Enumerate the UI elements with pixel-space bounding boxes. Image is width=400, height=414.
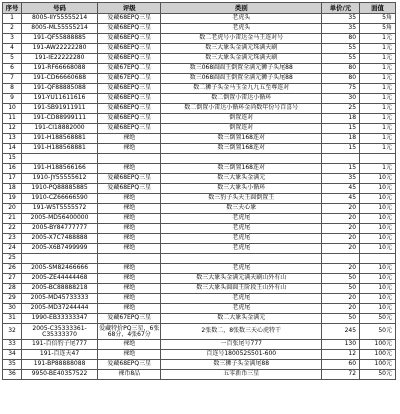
- cell-price[interactable]: 20: [322, 304, 360, 314]
- cell-price[interactable]: 35: [322, 24, 360, 34]
- cell-code[interactable]: 1910-JY55555612: [22, 174, 98, 184]
- cell-grade[interactable]: 裸绝: [98, 144, 161, 154]
- banknote-table: [2, 2, 396, 380]
- table-row: [3, 314, 396, 324]
- cell-price[interactable]: 80: [322, 34, 360, 44]
- cell-face[interactable]: 10元: [360, 184, 396, 194]
- cell-code[interactable]: 1910-CZ66666590: [22, 194, 98, 204]
- cell-code[interactable]: 191-QF88885088: [22, 84, 98, 94]
- cell-price[interactable]: 15: [322, 124, 360, 134]
- cell-grade[interactable]: 爱藏68EPQ三星: [98, 94, 161, 104]
- cell-no[interactable]: 34: [3, 350, 22, 360]
- cell-face[interactable]: 100元: [360, 340, 396, 350]
- table-row: [3, 134, 396, 144]
- cell-no[interactable]: 12: [3, 124, 22, 134]
- cell-category[interactable]: 2张数二，8张数三天心虎特干: [161, 324, 322, 340]
- cell-no[interactable]: 26: [3, 264, 22, 274]
- cell-no[interactable]: 33: [3, 340, 22, 350]
- cell-category[interactable]: 数三068圆圆王倒置全满元狮子头尾88: [161, 64, 322, 74]
- cell-code[interactable]: 191-H188568881: [22, 134, 98, 144]
- cell-face[interactable]: 10元: [360, 284, 396, 294]
- cell-price[interactable]: 35: [322, 174, 360, 184]
- cell-no[interactable]: 31: [3, 314, 22, 324]
- cell-category[interactable]: 老虎尾: [161, 264, 322, 274]
- cell-category[interactable]: 数二大象头金满元: [161, 314, 322, 324]
- cell-grade[interactable]: 爱藏68EPQ三星: [98, 44, 161, 54]
- cell-price[interactable]: [322, 154, 360, 164]
- cell-face[interactable]: 10元: [360, 274, 396, 284]
- cell-grade[interactable]: 裸绝: [98, 284, 161, 294]
- cell-price[interactable]: 55: [322, 44, 360, 54]
- spreadsheet: [2, 2, 396, 380]
- table-row: [3, 114, 396, 124]
- cell-no[interactable]: 20: [3, 204, 22, 214]
- cell-grade[interactable]: 裸绝: [98, 234, 161, 244]
- cell-price[interactable]: [322, 254, 360, 264]
- cell-face[interactable]: 1元: [360, 94, 396, 104]
- cell-grade[interactable]: [98, 154, 161, 164]
- header-category[interactable]: 类别: [161, 3, 322, 14]
- table-row: [3, 84, 396, 94]
- cell-category[interactable]: 数三大象头金满元珠满天刷: [161, 54, 322, 64]
- cell-code[interactable]: 2005-ZE44444468: [22, 274, 98, 284]
- cell-code[interactable]: 191-CI18882000: [22, 124, 98, 134]
- cell-face[interactable]: 1元: [360, 164, 396, 174]
- cell-category[interactable]: 老虎尾: [161, 234, 322, 244]
- cell-category[interactable]: 数三大象头金满元: [161, 174, 322, 184]
- cell-code[interactable]: 191-RF66668088: [22, 64, 98, 74]
- cell-grade[interactable]: 裸绝: [98, 244, 161, 254]
- cell-grade[interactable]: 爱藏68EPQ三星: [98, 34, 161, 44]
- table-row: [3, 254, 396, 264]
- cell-face[interactable]: 10元: [360, 304, 396, 314]
- cell-face[interactable]: 50元: [360, 314, 396, 324]
- cell-price[interactable]: 50: [322, 314, 360, 324]
- cell-no[interactable]: 35: [3, 360, 22, 370]
- cell-face[interactable]: [360, 154, 396, 164]
- cell-code[interactable]: 9950-BE40357522: [22, 370, 98, 380]
- cell-no[interactable]: 29: [3, 294, 22, 304]
- cell-category[interactable]: 数三天心象: [161, 204, 322, 214]
- table-row: [3, 214, 396, 224]
- table-row: [3, 234, 396, 244]
- cell-face[interactable]: 10元: [360, 294, 396, 304]
- cell-no[interactable]: 32: [3, 324, 22, 340]
- cell-price[interactable]: 18: [322, 134, 360, 144]
- cell-category[interactable]: 倒置连对: [161, 114, 322, 124]
- cell-price[interactable]: 80: [322, 74, 360, 84]
- cell-code[interactable]: [22, 254, 98, 264]
- cell-face[interactable]: 10元: [360, 174, 396, 184]
- cell-price[interactable]: 15: [322, 164, 360, 174]
- cell-no[interactable]: 1: [3, 14, 22, 24]
- cell-no[interactable]: 30: [3, 304, 22, 314]
- cell-face[interactable]: 1元: [360, 84, 396, 94]
- cell-grade[interactable]: 爱藏67EPQ二星: [98, 74, 161, 84]
- cell-grade[interactable]: 爱藏特价PQ三星，6张68分，4张67分: [99, 324, 160, 338]
- cell-no[interactable]: 10: [3, 104, 22, 114]
- cell-no[interactable]: 23: [3, 234, 22, 244]
- table-row: [3, 360, 396, 370]
- cell-face[interactable]: 1元: [360, 44, 396, 54]
- cell-price[interactable]: 50: [322, 274, 360, 284]
- cell-face[interactable]: 1元: [360, 134, 396, 144]
- cell-face[interactable]: 10元: [360, 204, 396, 214]
- cell-grade[interactable]: 裸绝: [98, 164, 161, 174]
- cell-no[interactable]: 13: [3, 134, 22, 144]
- cell-no[interactable]: 25: [3, 254, 22, 264]
- cell-no[interactable]: 22: [3, 224, 22, 234]
- cell-code[interactable]: 191-QF55888885: [22, 34, 98, 44]
- table-row: [3, 34, 396, 44]
- cell-grade[interactable]: 爱藏68EPQ三星: [98, 84, 161, 94]
- cell-grade[interactable]: 爱藏67EPQ二星: [98, 64, 161, 74]
- table-row: [3, 350, 396, 360]
- cell-code[interactable]: 8005-IIY55555214: [22, 14, 98, 24]
- table-row: [3, 264, 396, 274]
- cell-face[interactable]: [360, 254, 396, 264]
- cell-no[interactable]: 28: [3, 284, 22, 294]
- cell-category[interactable]: 老虎尾: [161, 224, 322, 234]
- cell-code[interactable]: 2005-BY84777777: [22, 224, 98, 234]
- cell-code[interactable]: 191-百倍豹子尾777: [22, 340, 98, 350]
- cell-category[interactable]: 倒置连对: [161, 124, 322, 134]
- cell-category[interactable]: 老虎尾: [161, 214, 322, 224]
- header-code[interactable]: 号码: [22, 3, 98, 14]
- cell-code[interactable]: 2005-C35333361-C35333370: [22, 324, 98, 340]
- cell-grade[interactable]: 裸绝: [98, 294, 161, 304]
- cell-category[interactable]: 数二倒置小雷达小循环金尚数年份号百喜号: [161, 104, 322, 114]
- cell-price[interactable]: 20: [322, 224, 360, 234]
- cell-price[interactable]: 45: [322, 184, 360, 194]
- cell-face[interactable]: 1元: [360, 104, 396, 114]
- cell-price[interactable]: 130: [322, 340, 360, 350]
- cell-price[interactable]: 20: [322, 294, 360, 304]
- table-row: [3, 144, 396, 154]
- cell-no[interactable]: 9: [3, 94, 22, 104]
- cell-no[interactable]: 11: [3, 114, 22, 124]
- cell-grade[interactable]: 裸绝: [98, 224, 161, 234]
- cell-category[interactable]: 数三倒置168连对: [161, 144, 322, 154]
- cell-grade[interactable]: 裸绝: [98, 340, 161, 350]
- cell-category[interactable]: [161, 254, 322, 264]
- cell-face[interactable]: 1元: [360, 74, 396, 84]
- cell-price[interactable]: 245: [322, 324, 360, 340]
- cell-price[interactable]: 18: [322, 114, 360, 124]
- cell-no[interactable]: 21: [3, 214, 22, 224]
- cell-price[interactable]: 72: [322, 370, 360, 380]
- cell-code[interactable]: 191-YU11611616: [22, 94, 98, 104]
- cell-price[interactable]: 75: [322, 84, 360, 94]
- cell-category[interactable]: 数三豹子头天王圆倒置王: [161, 194, 322, 204]
- cell-category[interactable]: 数二老虎号小雷达金马王连对号: [161, 34, 322, 44]
- cell-face[interactable]: 1元: [360, 114, 396, 124]
- cell-category[interactable]: 老虎尾: [161, 244, 322, 254]
- table-row: [3, 104, 396, 114]
- table-row: [3, 304, 396, 314]
- cell-no[interactable]: 14: [3, 144, 22, 154]
- cell-grade[interactable]: 爱藏67EPQ三星: [98, 314, 161, 324]
- cell-grade[interactable]: 爱藏68EPQ三星: [98, 24, 161, 34]
- cell-code[interactable]: 2005-X7C7488888: [22, 234, 98, 244]
- cell-category[interactable]: [161, 154, 322, 164]
- cell-face[interactable]: 10元: [360, 234, 396, 244]
- cell-grade[interactable]: 裸绝: [98, 264, 161, 274]
- cell-face[interactable]: 10元: [360, 194, 396, 204]
- cell-category[interactable]: 数三大象头圆圆王阶段王山外有山: [161, 284, 322, 294]
- cell-code[interactable]: 191-CD66660688: [22, 74, 98, 84]
- cell-no[interactable]: 19: [3, 194, 22, 204]
- table-row: [3, 294, 396, 304]
- cell-code[interactable]: 191-BP88888088: [22, 360, 98, 370]
- cell-code[interactable]: [22, 154, 98, 164]
- cell-no[interactable]: 16: [3, 164, 22, 174]
- cell-grade[interactable]: 裸绝: [98, 350, 161, 360]
- table-row: [3, 74, 396, 84]
- cell-grade[interactable]: 裸绝: [98, 274, 161, 284]
- table-row: [3, 204, 396, 214]
- cell-face[interactable]: 100元: [360, 350, 396, 360]
- table-row: [3, 14, 396, 24]
- cell-code[interactable]: 2005-MD45733333: [22, 294, 98, 304]
- header-grade[interactable]: 评级: [98, 3, 161, 14]
- cell-code[interactable]: 2005-MD56400000: [22, 214, 98, 224]
- cell-grade[interactable]: [98, 254, 161, 264]
- cell-grade[interactable]: 裸绝: [98, 304, 161, 314]
- table-row: [3, 54, 396, 64]
- cell-no[interactable]: 36: [3, 370, 22, 380]
- cell-grade[interactable]: 裸绝: [98, 194, 161, 204]
- cell-grade[interactable]: 裸绝: [98, 134, 161, 144]
- cell-category[interactable]: 数三068圆圆王倒置全满元狮子头尾88: [161, 74, 322, 84]
- cell-code[interactable]: 191-H188566166: [22, 164, 98, 174]
- cell-price[interactable]: 20: [322, 264, 360, 274]
- cell-no[interactable]: 27: [3, 274, 22, 284]
- cell-price[interactable]: 80: [322, 64, 360, 74]
- table-row: [3, 274, 396, 284]
- cell-face[interactable]: 1元: [360, 54, 396, 64]
- cell-face[interactable]: 5角: [360, 24, 396, 34]
- cell-code[interactable]: 191-IE22222280: [22, 54, 98, 64]
- cell-no[interactable]: 4: [3, 44, 22, 54]
- table-row: [3, 24, 396, 34]
- cell-category[interactable]: 数三倒置168连对: [161, 164, 322, 174]
- cell-face[interactable]: 10元: [360, 264, 396, 274]
- cell-no[interactable]: 7: [3, 74, 22, 84]
- table-row: [3, 370, 396, 380]
- cell-price[interactable]: 50: [322, 284, 360, 294]
- header-price[interactable]: 单价/元: [322, 3, 360, 14]
- cell-grade[interactable]: 爱藏68EPQ三星: [98, 114, 161, 124]
- cell-face[interactable]: 1元: [360, 124, 396, 134]
- table-row: [3, 154, 396, 164]
- cell-code[interactable]: 191-CD88999111: [22, 114, 98, 124]
- cell-grade[interactable]: 爱藏68EPQ三星: [98, 104, 161, 114]
- cell-face[interactable]: 10元: [360, 244, 396, 254]
- cell-no[interactable]: 6: [3, 64, 22, 74]
- cell-category[interactable]: 数三大象头金满元珠满天刷: [161, 44, 322, 54]
- cell-price[interactable]: 25: [322, 104, 360, 114]
- cell-code[interactable]: 2005-MD37244444: [22, 304, 98, 314]
- header-face[interactable]: 面值: [360, 3, 396, 14]
- cell-code[interactable]: 2005-BC88888218: [22, 284, 98, 294]
- table-row: [3, 194, 396, 204]
- cell-grade[interactable]: 裸绝: [98, 214, 161, 224]
- cell-no[interactable]: 17: [3, 174, 22, 184]
- cell-grade[interactable]: 裸币8品: [98, 370, 161, 380]
- cell-category[interactable]: 数二狮子头金马玉金九九五至尊连对: [161, 84, 322, 94]
- cell-no[interactable]: 24: [3, 244, 22, 254]
- cell-category[interactable]: 数三倒置168连对: [161, 134, 322, 144]
- cell-code[interactable]: 2005-X6B7499999: [22, 244, 98, 254]
- table-row: [3, 164, 396, 174]
- cell-category[interactable]: 老虎尾: [161, 294, 322, 304]
- cell-no[interactable]: 8: [3, 84, 22, 94]
- cell-price[interactable]: 45: [322, 194, 360, 204]
- cell-face[interactable]: 5角: [360, 14, 396, 24]
- cell-code[interactable]: 2005-SM82466666: [22, 264, 98, 274]
- table-row: [3, 324, 396, 340]
- cell-price[interactable]: 20: [322, 214, 360, 224]
- cell-code[interactable]: 191-W5T5555572: [22, 204, 98, 214]
- cell-code[interactable]: 8005-ML55555214: [22, 24, 98, 34]
- cell-category[interactable]: 五零新币三星: [161, 370, 322, 380]
- cell-face[interactable]: 100元: [360, 360, 396, 370]
- table-row: [3, 94, 396, 104]
- cell-category[interactable]: 百连号180052S501-600: [161, 350, 322, 360]
- cell-grade[interactable]: 爱藏68EPQ三星: [98, 174, 161, 184]
- table-row: [3, 284, 396, 294]
- cell-grade[interactable]: 爱藏68EPQ三星: [98, 360, 161, 370]
- cell-grade[interactable]: 爱藏68EPQ三星: [98, 124, 161, 134]
- cell-price[interactable]: 20: [322, 244, 360, 254]
- cell-no[interactable]: 2: [3, 24, 22, 34]
- cell-category[interactable]: 数二倒置小雷达小循环: [161, 94, 322, 104]
- cell-category[interactable]: 老虎头: [161, 24, 322, 34]
- cell-no[interactable]: 3: [3, 34, 22, 44]
- cell-code[interactable]: 191-H188568881: [22, 144, 98, 154]
- cell-face[interactable]: 10元: [360, 224, 396, 234]
- cell-price[interactable]: 12: [322, 350, 360, 360]
- cell-grade[interactable]: 爱藏68EPQ三星: [98, 184, 161, 194]
- cell-price[interactable]: 15: [322, 144, 360, 154]
- cell-code[interactable]: 191-AW22222280: [22, 44, 98, 54]
- cell-category[interactable]: 一百张尾号777: [161, 340, 322, 350]
- cell-code[interactable]: 191-百连天47: [22, 350, 98, 360]
- cell-no[interactable]: 15: [3, 154, 22, 164]
- cell-code[interactable]: 191-SB91911911: [22, 104, 98, 114]
- cell-price[interactable]: 30: [322, 94, 360, 104]
- table-row: [3, 64, 396, 74]
- table-row: [3, 224, 396, 234]
- table-row: [3, 124, 396, 134]
- table-row: [3, 44, 396, 54]
- cell-price[interactable]: 20: [322, 204, 360, 214]
- header-no[interactable]: 序号: [3, 3, 22, 14]
- table-row: [3, 184, 396, 194]
- cell-face[interactable]: 50元: [360, 324, 396, 340]
- cell-category[interactable]: 老虎尾: [161, 304, 322, 314]
- cell-category[interactable]: 数三大象头金满元满天刷山外有山: [161, 274, 322, 284]
- cell-price[interactable]: 20: [322, 234, 360, 244]
- cell-code[interactable]: 1990-EB33333347: [22, 314, 98, 324]
- cell-no[interactable]: 5: [3, 54, 22, 64]
- cell-grade[interactable]: 裸绝: [98, 204, 161, 214]
- cell-face[interactable]: 1元: [360, 64, 396, 74]
- cell-face[interactable]: 50元: [360, 370, 396, 380]
- cell-price[interactable]: 60: [322, 360, 360, 370]
- cell-category[interactable]: 数三狮子头金满尾88: [161, 360, 322, 370]
- header-row: [3, 3, 396, 14]
- cell-face[interactable]: 10元: [360, 214, 396, 224]
- table-row: [3, 340, 396, 350]
- cell-price[interactable]: 55: [322, 54, 360, 64]
- table-row: [3, 174, 396, 184]
- cell-price[interactable]: 35: [322, 14, 360, 24]
- table-row: [3, 244, 396, 254]
- cell-code[interactable]: 1910-PQ88885885: [22, 184, 98, 194]
- cell-face[interactable]: 1元: [360, 34, 396, 44]
- cell-no[interactable]: 18: [3, 184, 22, 194]
- cell-category[interactable]: 数三大象头小循环: [161, 184, 322, 194]
- cell-face[interactable]: 1元: [360, 144, 396, 154]
- cell-grade[interactable]: 爱藏68EPQ三星: [98, 14, 161, 24]
- cell-category[interactable]: 老虎头: [161, 14, 322, 24]
- cell-grade[interactable]: 爱藏68EPQ三星: [98, 54, 161, 64]
